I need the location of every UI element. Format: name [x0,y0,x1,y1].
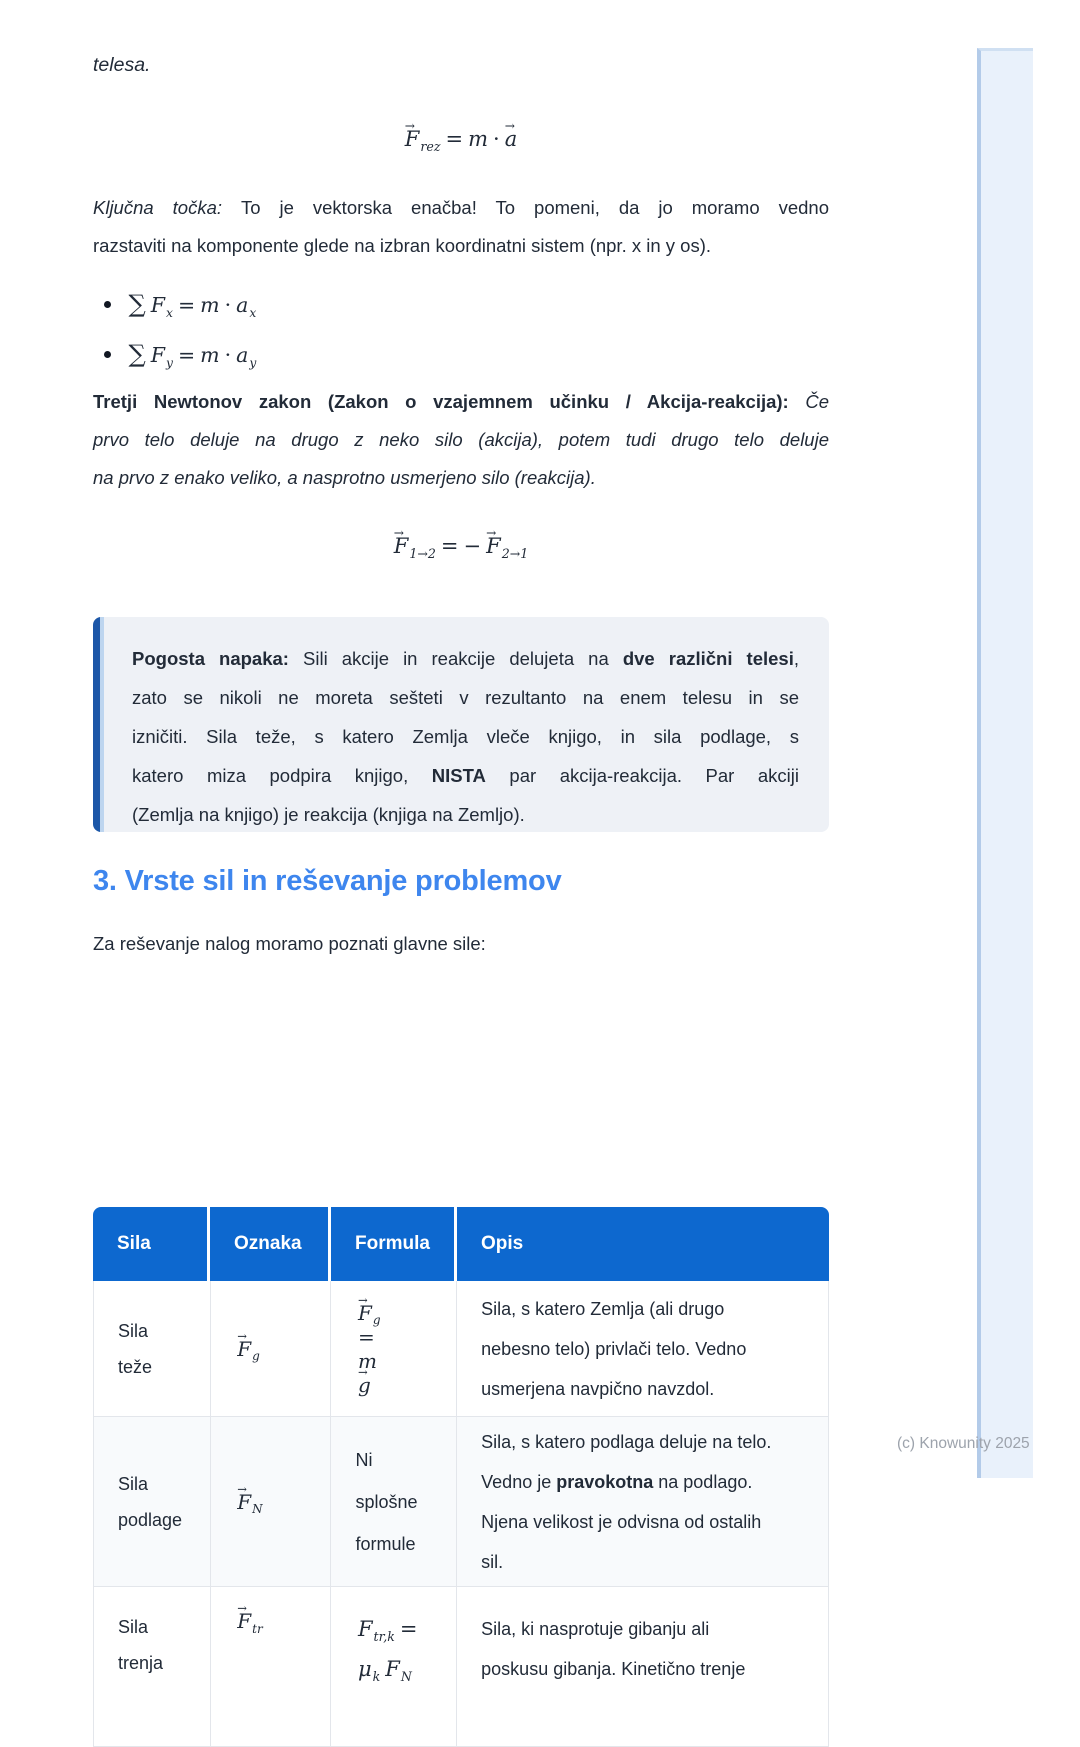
footer-copyright: (c) Knowunity 2025 [897,1435,1030,1452]
callout-common-mistake [93,617,829,832]
next-page-edge [977,48,1033,1478]
header-cell-oznaka: Oznaka [210,1207,331,1281]
header-cell-sila: Sila [93,1207,210,1281]
cell-symbol-fg: → $F_g$ [211,1281,332,1416]
section-heading: 3. Vrste sil in reševanje problemov [93,865,562,897]
header-cell-opis: Opis [481,1233,524,1254]
cell-formula-fg-mg: → $F_g$ = m → g [331,1281,457,1416]
bullet-list [93,281,829,381]
formula-action-reaction: → $F_{1\to 2}$ = − → $F_{2\to 1}$ [93,534,829,558]
cell-formula-ni-splosne-text: Ni splošne formule [355,1449,418,1554]
cell-opis-sila-podlage: Sila, s katero podlaga deluje na telo. Vedno je pravokotna na podlago. Njena velikost je odvisna od ostalih sil. [481,1431,772,1572]
table-row-sila-teze [93,1281,829,1417]
table-row-sila-trenja [93,1587,829,1747]
cell-formula-trenje-line1: $F_{tr,k}$ = [357,1617,418,1645]
cell-symbol-fn: → $F_N$ [211,1417,332,1586]
cell-name-sila-podlage: Sila podlage [94,1417,211,1586]
header-cell-formula: Formula [331,1207,457,1281]
cell-symbol-ftr: → $F_{tr}$ [211,1587,332,1746]
paragraph-forces-intro: Za reševanje nalog moramo poznati glavne sile: [93,933,486,954]
cell-formula-ni-splosne [331,1417,457,1586]
cell-formula-trenje-line2: $\mu_k$ $F_N$ [357,1657,412,1685]
forces-table [93,1207,829,1688]
cell-opis-sila-teze: Sila, s katero Zemlja (ali drugo nebesno telo) privlači telo. Vedno usmerjena navpično navzdol. [481,1298,747,1399]
cell-name-sila-trenja: Sila trenja [94,1587,211,1746]
callout-text: Pogosta napaka: Sili akcije in reakcije delujeta na dve različni telesi, zato se nikoli ne moreta sešteti v rezultanto na enem telesu in se izničiti. Sila teže, s katero Zemlja vleče knjigo, in sila podlage, s katero miza podpira knjigo, NISTA par akcija-reakcija. Par akciji (Zemlja na knjigo) je reakcija (knjiga na Zemljo). [132,648,799,825]
paragraph-key-point: Ključna točka: To je vektorska enačba! To pomeni, da jo moramo vedno razstaviti na komponente glede na izbran koordinatni sistem (npr. x in y os). [93,197,829,256]
cell-opis-sila-trenja: Sila, ki nasprotuje gibanju ali poskusu gibanja. Kinetično trenje [481,1619,746,1679]
formula-sum-fx: ∑ $F_x = m \cdot a_x$ [128,290,257,320]
table-row-sila-podlage [93,1417,829,1587]
cell-name-sila-teze: Sila teže [94,1281,211,1416]
formula-sum-fy: ∑ $F_y = m \cdot a_y$ [128,340,257,370]
table-header-row [93,1207,829,1281]
bullet-item-sum-fx [93,281,829,331]
formula-net-force: → $F_{rez} = m$ · → a [93,127,829,151]
paragraph-third-law: Tretji Newtonov zakon (Zakon o vzajemnem učinku / Akcija-reakcija): Če prvo telo deluje na drugo z neko silo (akcija), potem tudi drugo telo deluje na prvo z enako veliko, a nasprotno usmerjeno silo (reakcija). [93,391,829,488]
content-column [93,0,829,1685]
paragraph-telesa: telesa. [93,54,151,76]
cell-formula-trenje [331,1587,457,1746]
bullet-item-sum-fy [93,331,829,381]
